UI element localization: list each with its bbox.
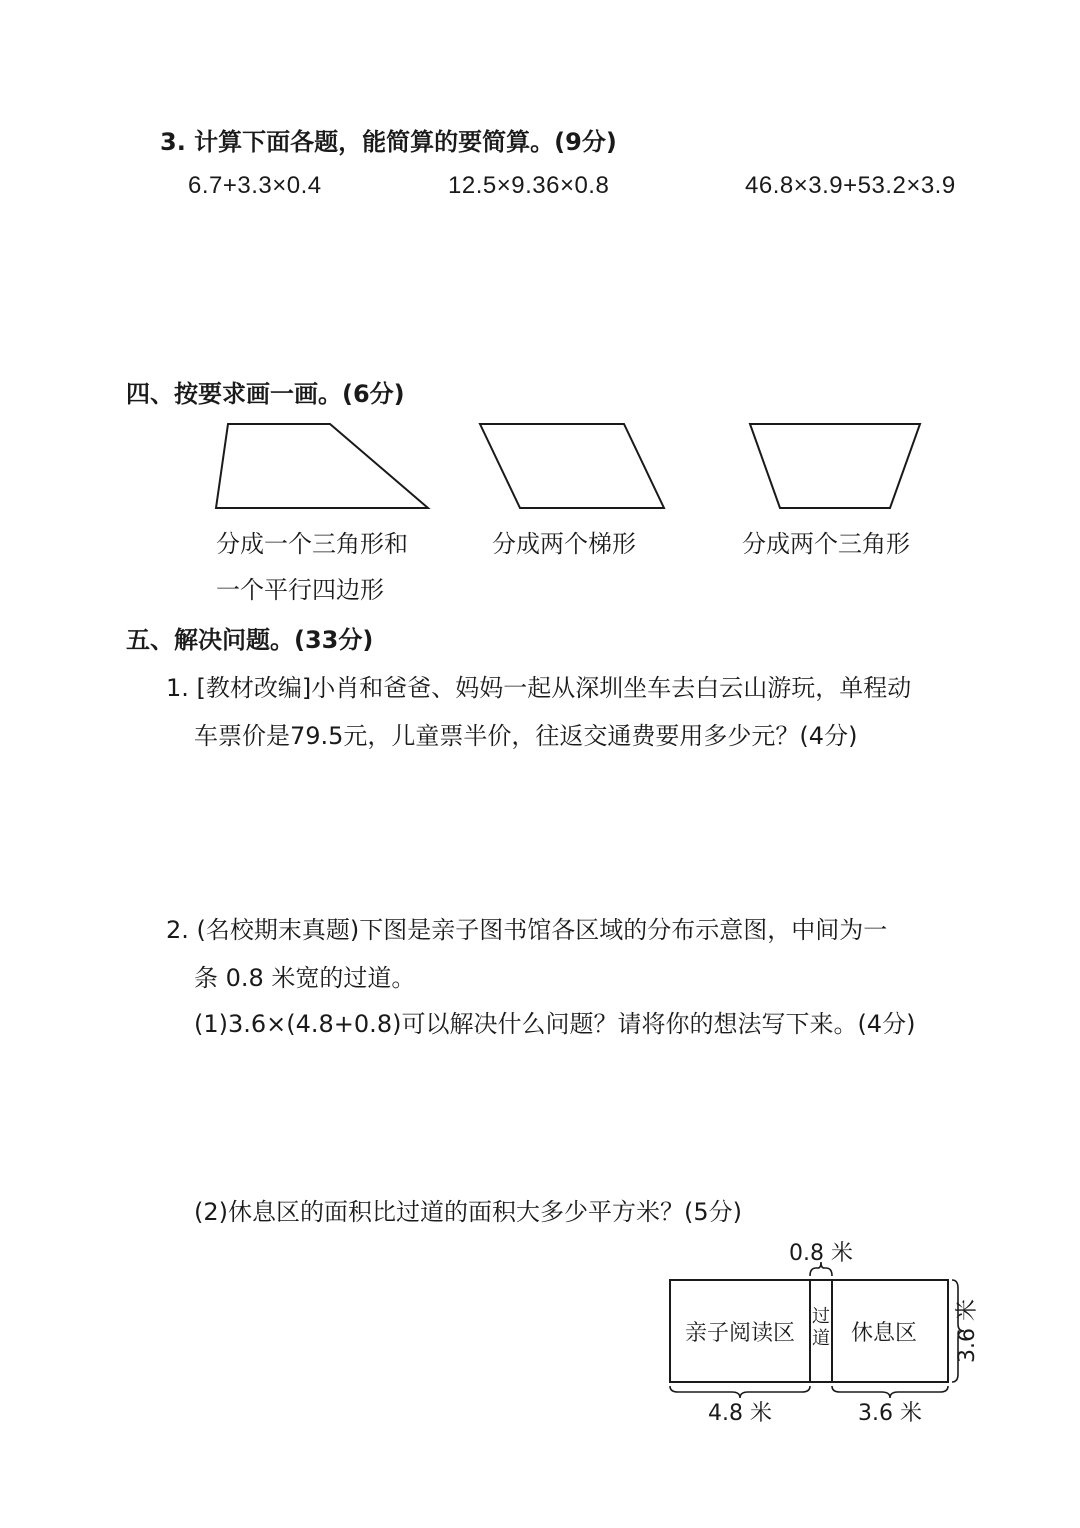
library-diagram	[640, 1230, 1000, 1430]
expression-2: 12.5×9.36×0.8	[448, 172, 610, 199]
rest-width-label: 3.6 米	[858, 1401, 922, 1426]
rest-area-label: 休息区	[850, 1321, 918, 1346]
reading-width-label: 4.8 米	[708, 1401, 772, 1426]
reading-width-brace	[670, 1386, 810, 1398]
q2-line1: 2. (名校期末真题)下图是亲子图书馆各区域的分布示意图，中间为一	[166, 916, 888, 944]
trapezoid-shape	[216, 424, 428, 508]
aisle-width-label: 0.8 米	[789, 1241, 853, 1266]
reading-area-label: 亲子阅读区	[684, 1321, 796, 1346]
aisle-label-bottom: 道	[812, 1328, 830, 1349]
parallelogram-shape	[480, 424, 664, 508]
section4-title: 四、按要求画一画。(6分)	[126, 380, 405, 408]
shape1-caption-line2: 一个平行四边形	[216, 576, 384, 604]
height-label: 3.6 米	[955, 1299, 980, 1363]
expression-3: 46.8×3.9+53.2×3.9	[745, 172, 956, 199]
section5-title: 五、解决问题。(33分)	[126, 626, 374, 654]
shape1-caption-line1: 分成一个三角形和	[216, 530, 408, 558]
shape2-caption: 分成两个梯形	[492, 530, 636, 558]
shape3-caption: 分成两个三角形	[742, 530, 910, 558]
inverted-trapezoid-shape	[750, 424, 920, 508]
q2-sub1: (1)3.6×(4.8+0.8)可以解决什么问题？请将你的想法写下来。(4分)	[194, 1010, 916, 1038]
section3-title: 3. 计算下面各题，能简算的要简算。(9分)	[160, 128, 617, 156]
expression-1: 6.7+3.3×0.4	[188, 172, 322, 199]
aisle-label-top: 过	[812, 1306, 830, 1327]
q1-line1: 1. [教材改编]小肖和爸爸、妈妈一起从深圳坐车去白云山游玩，单程动	[166, 674, 912, 702]
rest-width-brace	[832, 1386, 948, 1398]
q2-sub2: (2)休息区的面积比过道的面积大多少平方米？(5分)	[194, 1198, 742, 1226]
q1-line2: 车票价是79.5元，儿童票半价，往返交通费要用多少元？(4分)	[194, 722, 858, 750]
q2-line2: 条 0.8 米宽的过道。	[194, 964, 416, 992]
shapes-canvas	[0, 0, 1080, 530]
